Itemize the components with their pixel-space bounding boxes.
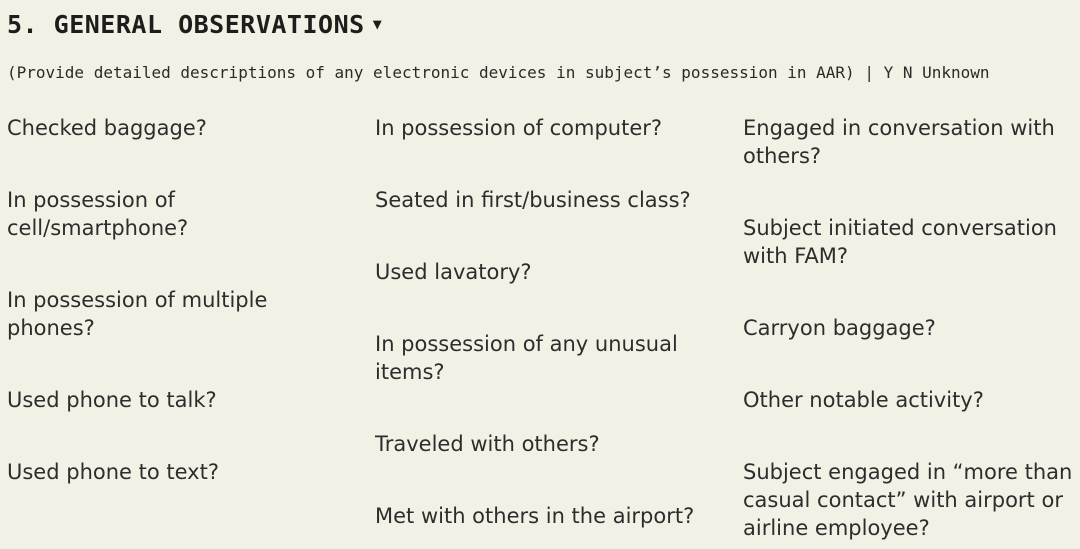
question-phone-talk: Used phone to talk? xyxy=(7,388,217,412)
question-unusual-items: In possession of any unusual items? xyxy=(375,332,678,384)
question-met-others-airport: Met with others in the airport? xyxy=(375,504,695,528)
question-multiple-phones: In possession of multiple phones? xyxy=(7,288,268,340)
question-checked-baggage: Checked baggage? xyxy=(7,116,207,140)
question-used-lavatory: Used lavatory? xyxy=(375,260,532,284)
caret-down-icon[interactable]: ▼ xyxy=(372,15,383,33)
question-traveled-with-others: Traveled with others? xyxy=(375,432,600,456)
question-contact-airport-employee: Subject engaged in “more than casual contact” with airport or airline employee? xyxy=(743,460,1073,540)
question-first-business-class: Seated in first/business class? xyxy=(375,188,691,212)
question-phone-text: Used phone to text? xyxy=(7,460,219,484)
question-initiated-conversation-fam: Subject initiated conversation with FAM? xyxy=(743,216,1057,268)
question-carryon-baggage: Carryon baggage? xyxy=(743,316,936,340)
section-instructions: (Provide detailed descriptions of any electronic devices in subject’s possession in AAR) | Y N Unknown xyxy=(7,63,990,82)
section-header xyxy=(7,10,382,39)
question-cell-smartphone: In possession of cell/smartphone? xyxy=(7,188,189,240)
section-title: 5. GENERAL OBSERVATIONS xyxy=(7,10,365,39)
question-computer: In possession of computer? xyxy=(375,116,663,140)
question-conversation-with-others: Engaged in conversation with others? xyxy=(743,116,1055,168)
question-other-notable-activity: Other notable activity? xyxy=(743,388,984,412)
